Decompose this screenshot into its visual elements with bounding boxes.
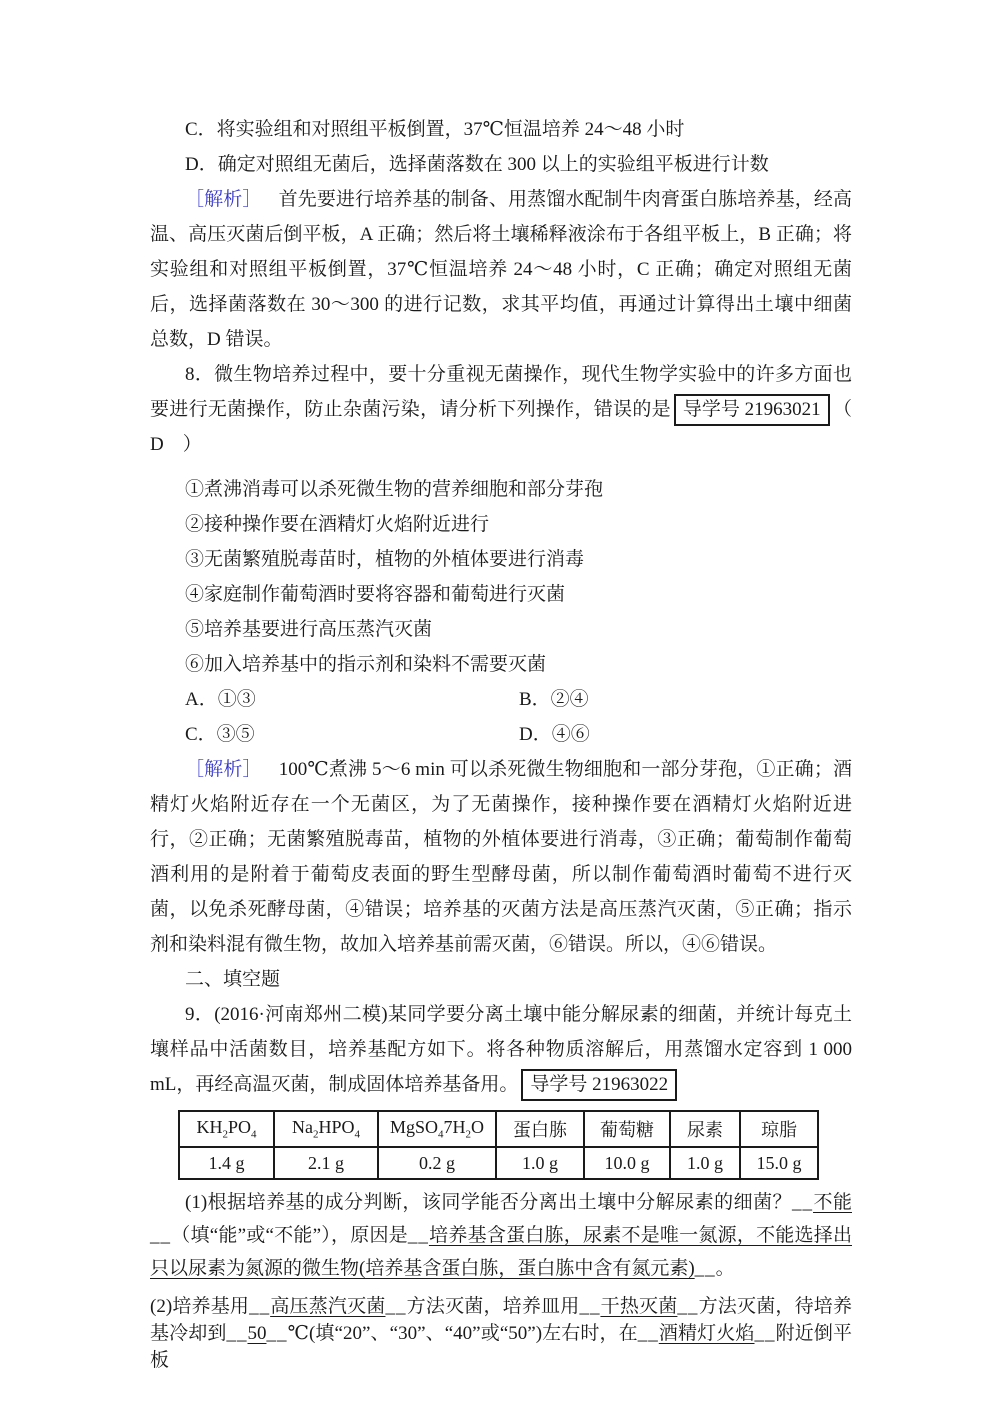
- answer-blank: __: [407, 1225, 429, 1246]
- analysis-q7-label: ［解析］: [185, 189, 262, 210]
- answer-blank: __: [637, 1323, 659, 1344]
- q9-part2-text-1: (2)培养基用: [150, 1296, 250, 1317]
- analysis-q8-label: ［解析］: [185, 759, 262, 780]
- question-8-stem: [150, 357, 871, 462]
- worksheet-page: [150, 112, 871, 1374]
- item-1: ①煮沸消毒可以杀死微生物的营养细胞和部分芽孢: [185, 479, 604, 500]
- q9-part2-text-5: 附近倒平板: [150, 1323, 852, 1371]
- recipe-value-cell: 0.2 g: [378, 1147, 496, 1179]
- choice-c: C．③⑤: [185, 724, 255, 745]
- choice-d: D．④⑥: [519, 724, 590, 745]
- question-9-text: 9．(2016·河南郑州二模)某同学要分离土壤中能分解尿素的细菌，并统计每克土壤样品中活菌数目，培养基配方如下。将各种物质溶解后，用蒸馏水定容到 1 000 mL，再经高温灭菌，制成固体培养基备用。: [150, 1004, 852, 1095]
- q9-part2-text-3: 方法灭菌，待培养基冷却到: [150, 1296, 852, 1344]
- option-c: C．将实验组和对照组平板倒置，37℃恒温培养 24～48 小时: [185, 119, 685, 140]
- recipe-value-row: [179, 1147, 818, 1179]
- answer-blank: __: [266, 1323, 288, 1344]
- answer-blank: __: [579, 1296, 601, 1317]
- recipe-value-cell: 2.1 g: [274, 1147, 378, 1179]
- answer-blank: __: [385, 1296, 407, 1317]
- recipe-value-cell: 1.0 g: [670, 1147, 740, 1179]
- q9-part1: [150, 1186, 852, 1285]
- recipe-header-cell: 葡萄糖: [584, 1111, 670, 1147]
- q9-part1-text-3: 。: [715, 1258, 735, 1279]
- recipe-header-cell: $Na_2HPO_4$: [274, 1111, 378, 1147]
- recipe-value-cell: 1.4 g: [179, 1147, 274, 1179]
- answer-blank: __: [226, 1323, 248, 1344]
- daoxuehao-badge-q9: 导学号 21963022: [521, 1069, 677, 1101]
- q9-part2-answer-2: 干热灭菌: [600, 1296, 678, 1317]
- q9-part2-text-4: ℃(填“20”、“30”、“40”或“50”)左右时，在: [287, 1323, 638, 1344]
- q9-part2-answer-1: 高压蒸汽灭菌: [270, 1296, 386, 1317]
- question-8-text: 8．微生物培养过程中，要十分重视无菌操作，现代生物学实验中的许多方面也要进行无菌操作，防止杂菌污染，请分析下列操作，错误的是: [150, 364, 852, 420]
- analysis-q7-text: 首先要进行培养基的制备、用蒸馏水配制牛肉膏蛋白胨培养基，经高温、高压灭菌后倒平板，A 正确；然后将土壤稀释液涂布于各组平板上，B 正确；将实验组和对照组平板倒置，37℃恒温培养 24～48 小时，C 正确；确定对照组无菌后，选择菌落数在 30～300 的进行记数，求其平均值，再通过计算得出土壤中细菌总数，D 错误。: [150, 189, 852, 350]
- question-8-answer: （ D ）: [150, 399, 871, 455]
- question-8-items: [150, 472, 852, 682]
- recipe-header-cell: 蛋白胨: [496, 1111, 584, 1147]
- daoxuehao-badge-q8: 导学号 21963021: [674, 394, 830, 426]
- item-2: ②接种操作要在酒精灯火焰附近进行: [185, 514, 490, 535]
- q9-part1-text-2: （填“能”或“不能”），原因是: [171, 1225, 408, 1246]
- question-9-stem: [150, 997, 852, 1102]
- option-d: D．确定对照组无菌后，选择菌落数在 300 以上的实验组平板进行计数: [185, 154, 769, 175]
- answer-blank: __: [249, 1296, 271, 1317]
- item-4: ④家庭制作葡萄酒时要将容器和葡萄进行灭菌: [185, 584, 566, 605]
- recipe-header-cell: $KH_2PO_4$: [179, 1111, 274, 1147]
- q9-part2: [150, 1293, 852, 1374]
- analysis-q7: [150, 182, 852, 357]
- answer-blank: __: [150, 1225, 171, 1246]
- q9-part2-answer-4: 酒精灯火焰: [658, 1323, 755, 1344]
- item-3: ③无菌繁殖脱毒苗时，植物的外植体要进行消毒: [185, 549, 585, 570]
- recipe-value-cell: 15.0 g: [740, 1147, 818, 1179]
- recipe-header-cell: 尿素: [670, 1111, 740, 1147]
- q9-part2-answer-3: 50: [247, 1323, 267, 1344]
- choice-a: A．①③: [185, 689, 256, 710]
- answer-blank: __: [754, 1323, 776, 1344]
- q9-part1-answer-2: 培养基含蛋白胨，尿素不是唯一氮源，不能选择出只以尿素为氮源的微生物(培养基含蛋白胨，蛋白胨中含有氮元素): [150, 1225, 852, 1279]
- item-5: ⑤培养基要进行高压蒸汽灭菌: [185, 619, 433, 640]
- q9-part1-text-1: (1)根据培养基的成分判断，该同学能否分离出土壤中分解尿素的细菌？: [185, 1192, 793, 1213]
- q9-part1-answer-1: 不能: [813, 1192, 852, 1213]
- answer-blank: __: [677, 1296, 699, 1317]
- choices-row-2: [150, 717, 852, 752]
- recipe-value-cell: 1.0 g: [496, 1147, 584, 1179]
- recipe-header-row: [179, 1111, 818, 1147]
- medium-recipe-table: [178, 1110, 819, 1180]
- choice-b: B．②④: [519, 689, 589, 710]
- choices-row-1: [150, 682, 852, 717]
- section-2-title: 二、填空题: [185, 969, 281, 990]
- recipe-value-cell: 10.0 g: [584, 1147, 670, 1179]
- answer-blank: __: [792, 1192, 814, 1213]
- item-6: ⑥加入培养基中的指示剂和染料不需要灭菌: [185, 654, 547, 675]
- analysis-q8: [150, 752, 852, 962]
- recipe-header-cell: $MgSO_47H_2O$: [378, 1111, 496, 1147]
- analysis-q8-text: 100℃煮沸 5～6 min 可以杀死微生物细胞和一部分芽孢，①正确；酒精灯火焰附近存在一个无菌区，为了无菌操作，接种操作要在酒精灯火焰附近进行，②正确；无菌繁殖脱毒苗，植物的外植体要进行消毒，③正确；葡萄制作葡萄酒利用的是附着于葡萄皮表面的野生型酵母菌，所以制作葡萄酒时葡萄不进行灭菌，以免杀死酵母菌，④错误；培养基的灭菌方法是高压蒸汽灭菌，⑤正确；指示剂和染料混有微生物，故加入培养基前需灭菌，⑥错误。所以，④⑥错误。: [150, 759, 852, 955]
- answer-blank: __: [694, 1258, 716, 1279]
- recipe-header-cell: 琼脂: [740, 1111, 818, 1147]
- q9-part2-text-2: 方法灭菌，培养皿用: [406, 1296, 580, 1317]
